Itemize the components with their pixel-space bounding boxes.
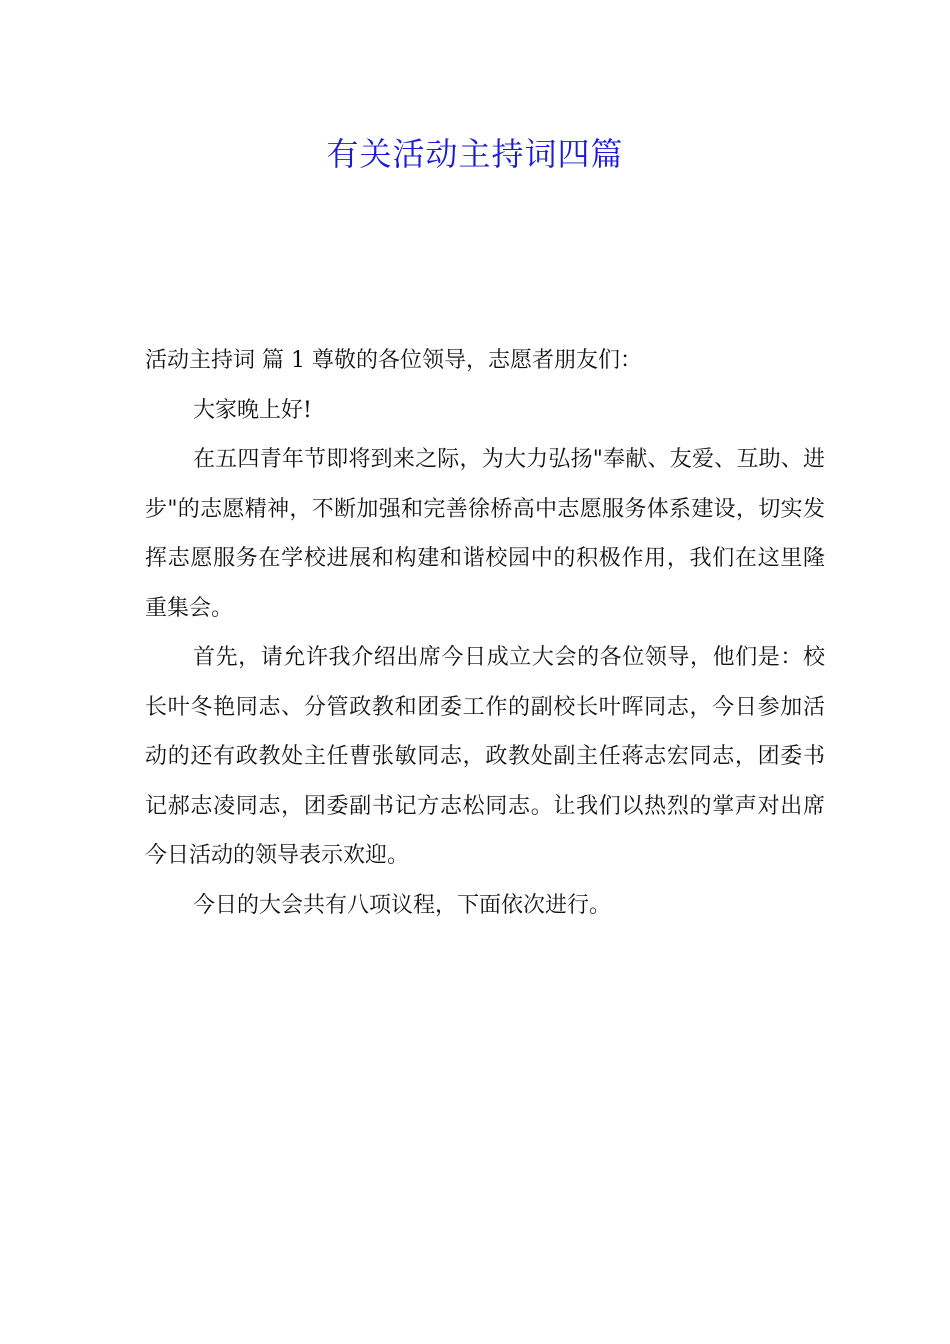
document-title: 有关活动主持词四篇 bbox=[326, 135, 624, 173]
paragraph-introduction: 在五四青年节即将到来之际，为大力弘扬"奉献、友爱、互助、进步"的志愿精神，不断加强和完善徐桥高中志愿服务体系建设，切实发挥志愿服务在学校进展和构建和谐校园中的积极作用，我们在这里隆重集会。 bbox=[145, 447, 825, 621]
paragraph-greeting: 大家晚上好! bbox=[193, 397, 312, 423]
paragraph-opening: 活动主持词 篇 1 尊敬的各位领导，志愿者朋友们： bbox=[145, 348, 642, 373]
paragraph-agenda: 今日的大会共有八项议程，下面依次进行。 bbox=[193, 892, 612, 918]
paragraph-leaders: 首先，请允许我介绍出席今日成立大会的各位领导，他们是：校长叶冬艳同志、分管政教和团委工作的副校长叶晖同志，今日参加活动的还有政教处主任曹张敏同志，政教处副主任蒋志宏同志，团委书记郝志凌同志，团委副书记方志松同志。让我们以热烈的掌声对出席今日活动的领导表示欢迎。 bbox=[145, 645, 825, 868]
document-body bbox=[145, 336, 825, 930]
